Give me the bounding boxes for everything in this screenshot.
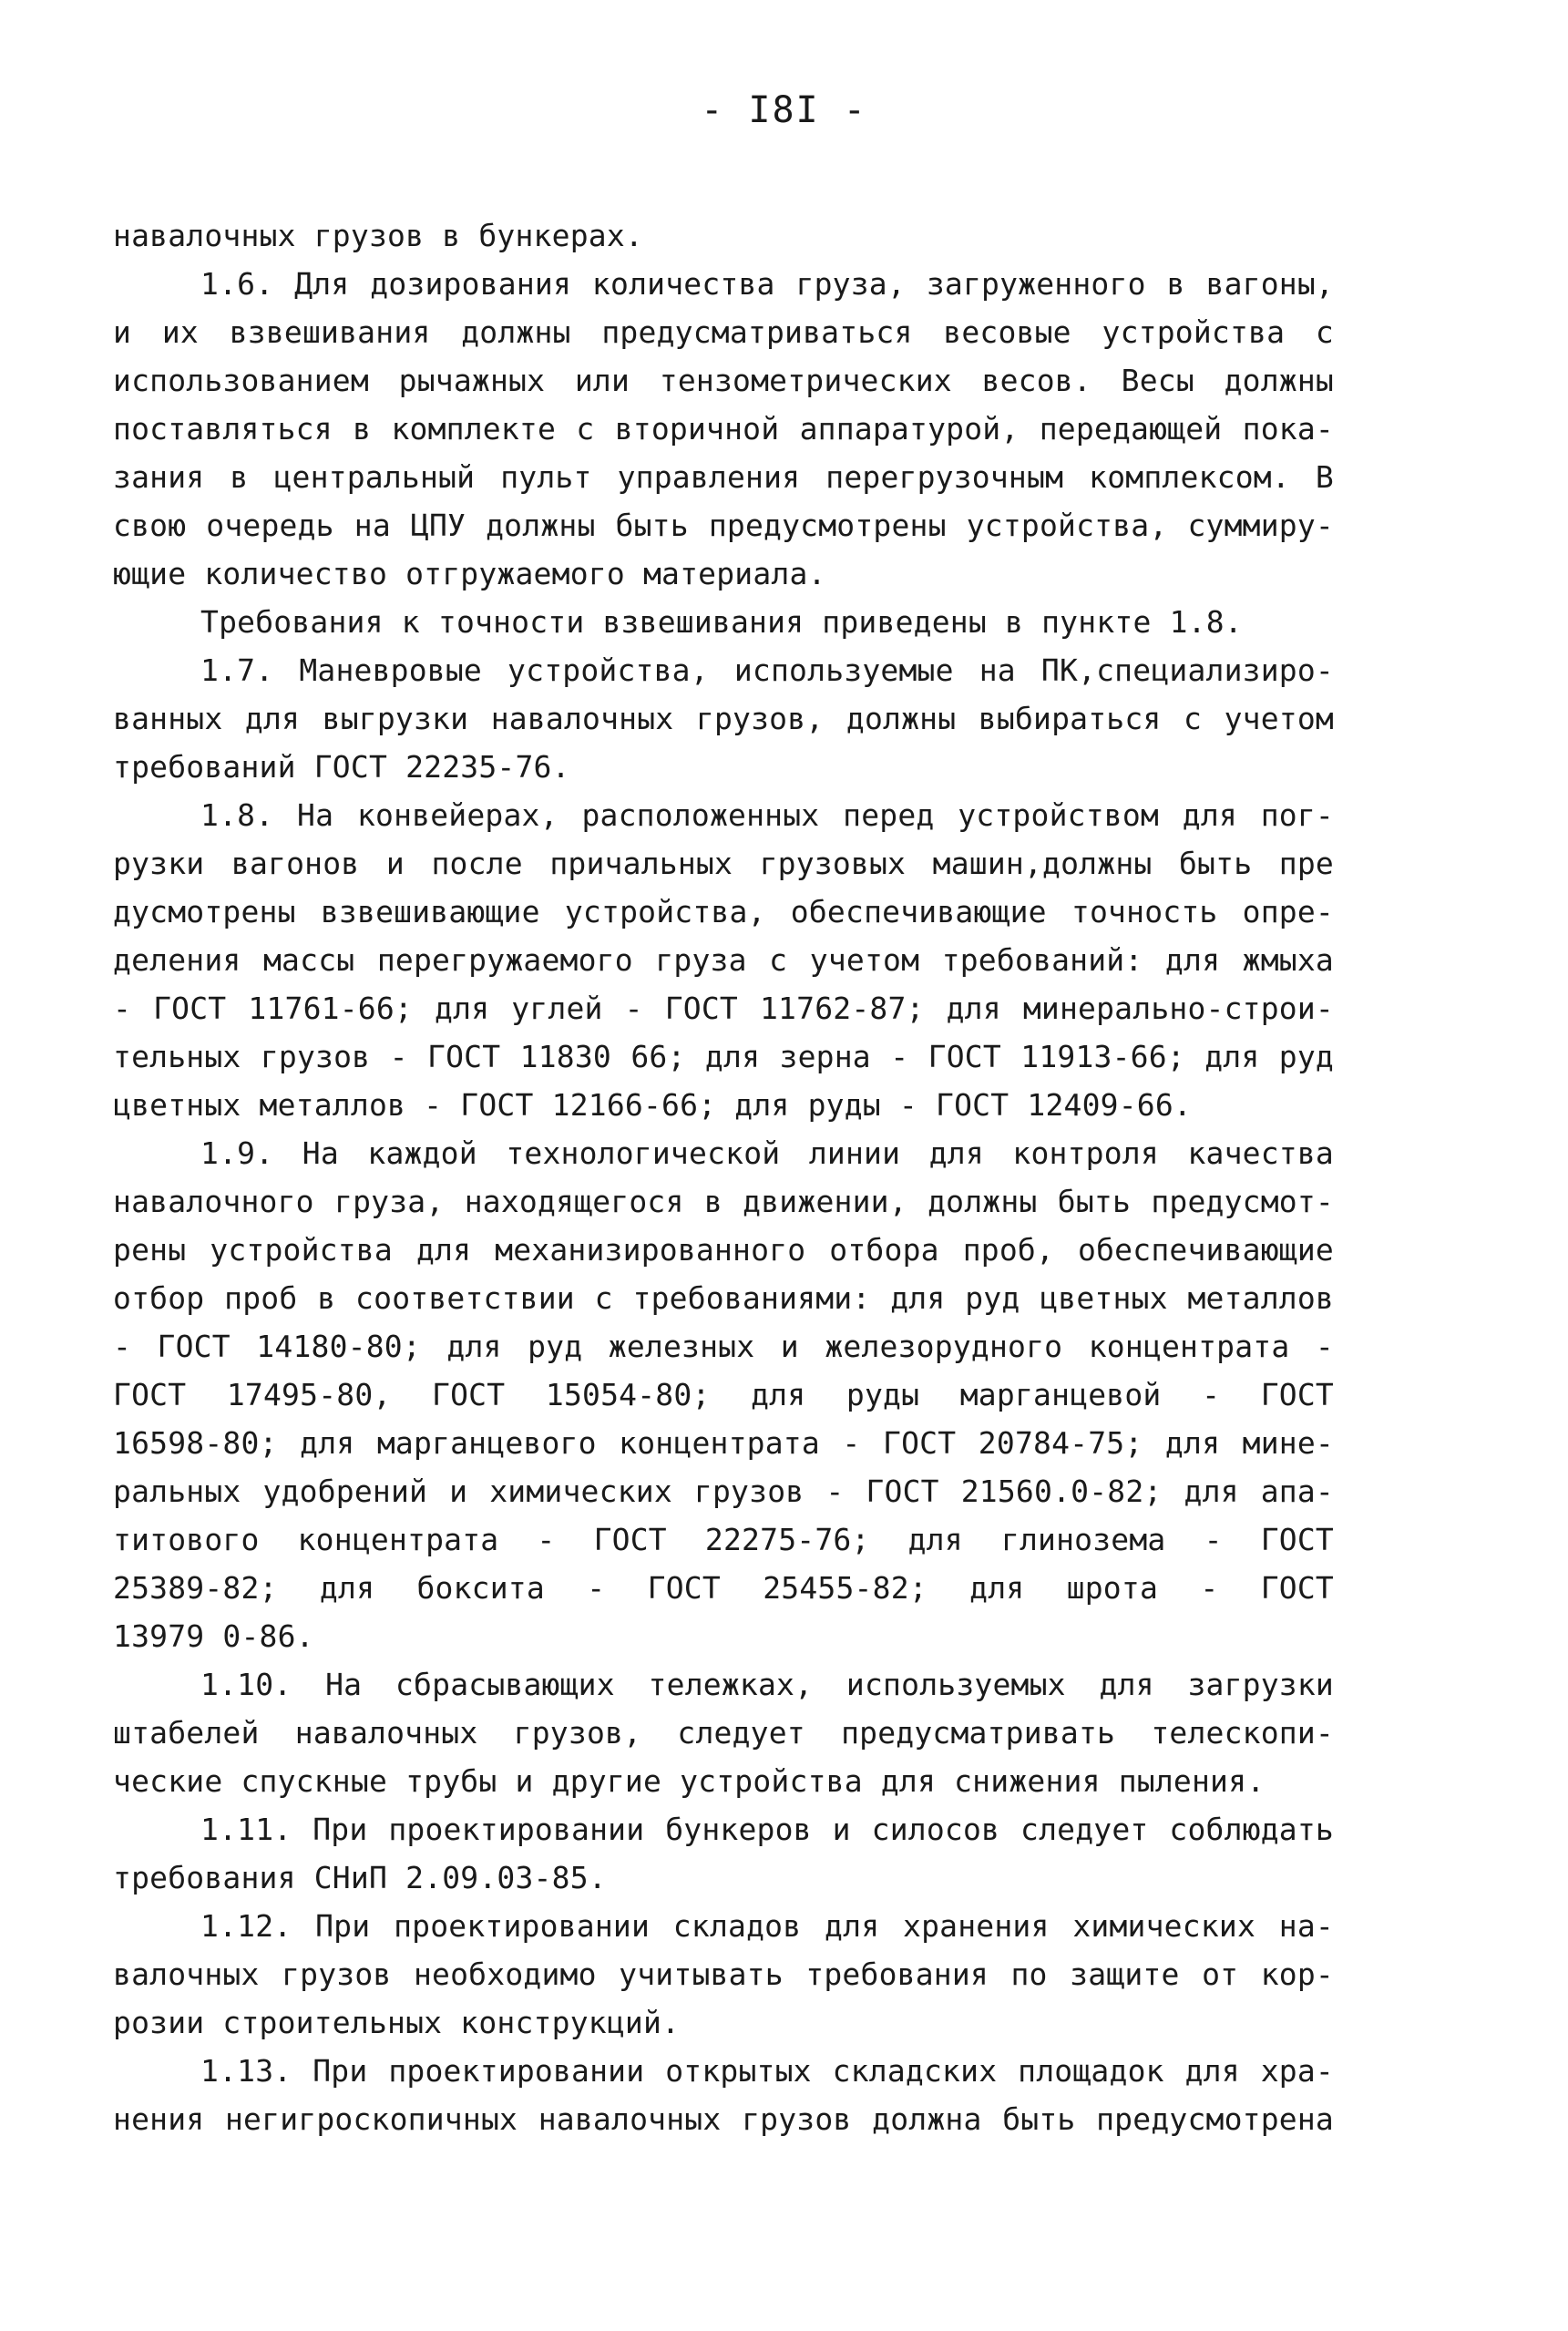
text-line: 25389-82; для боксита - ГОСТ 25455-82; для шрота - ГОСТ: [113, 1570, 1334, 1606]
text-line: 1.8. На конвейерах, расположенных перед устройством для пог-: [200, 797, 1334, 833]
text-line: штабелей навалочных грузов, следует предусматривать телескопи-: [113, 1715, 1334, 1751]
text-line: деления массы перегружаемого груза с учетом требований: для жмыха: [113, 942, 1334, 978]
body-text: [113, 211, 1334, 2143]
text-line: навалочного груза, находящегося в движении, должны быть предусмот-: [113, 1184, 1334, 1219]
text-line: 1.6. Для дозирования количества груза, загруженного в вагоны,: [200, 266, 1334, 302]
text-line: 1.12. При проектировании складов для хранения химических на-: [200, 1908, 1334, 1944]
text-line: - ГОСТ 11761-66; для углей - ГОСТ 11762-87; для минерально-строи-: [113, 991, 1334, 1026]
text-line: тельных грузов - ГОСТ 11830 66; для зерна - ГОСТ 11913-66; для руд: [113, 1039, 1334, 1074]
text-line: 13979 0-86.: [113, 1618, 314, 1654]
text-line: нения негигроскопичных навалочных грузов должна быть предусмотрена: [113, 2101, 1334, 2137]
text-line: свою очередь на ЦПУ должны быть предусмотрены устройства, суммиру-: [113, 508, 1334, 543]
text-line: валочных грузов необходимо учитывать требования по защите от кор-: [113, 1956, 1334, 1992]
text-line: навалочных грузов в бункерах.: [113, 218, 643, 253]
text-line: - ГОСТ 14180-80; для руд железных и железорудного концентрата -: [113, 1329, 1334, 1364]
text-line: рузки вагонов и после причальных грузовых машин,должны быть пре: [113, 846, 1334, 881]
text-line: ющие количество отгружаемого материала.: [113, 556, 826, 591]
text-line: ческие спускные трубы и другие устройства для снижения пыления.: [113, 1763, 1266, 1799]
text-line: 1.13. При проектировании открытых складских площадок для хра-: [200, 2053, 1334, 2089]
text-line: требований ГОСТ 22235-76.: [113, 749, 570, 785]
text-line: зания в центральный пульт управления перегрузочным комплексом. В: [113, 459, 1334, 495]
text-line: 1.11. При проектировании бункеров и силосов следует соблюдать: [200, 1812, 1334, 1847]
text-line: розии строительных конструкций.: [113, 2005, 681, 2040]
text-line: и их взвешивания должны предусматриваться весовые устройства с: [113, 314, 1334, 350]
text-line: титового концентрата - ГОСТ 22275-76; для глинозема - ГОСТ: [113, 1522, 1334, 1557]
text-line: Требования к точности взвешивания приведены в пункте 1.8.: [200, 604, 1243, 640]
text-line: дусмотрены взвешивающие устройства, обеспечивающие точность опре-: [113, 894, 1334, 929]
page-number: - I8I -: [701, 89, 867, 131]
text-line: 1.7. Маневровые устройства, используемые на ПК,специализиро-: [200, 652, 1334, 688]
text-line: цветных металлов - ГОСТ 12166-66; для руды - ГОСТ 12409-66.: [113, 1087, 1192, 1123]
text-line: 16598-80; для марганцевого концентрата - ГОСТ 20784-75; для мине-: [113, 1425, 1334, 1461]
text-line: ГОСТ 17495-80, ГОСТ 15054-80; для руды марганцевой - ГОСТ: [113, 1377, 1334, 1412]
text-line: поставляться в комплекте с вторичной аппаратурой, передающей пока-: [113, 411, 1334, 447]
text-line: ванных для выгрузки навалочных грузов, должны выбираться с учетом: [113, 701, 1334, 736]
text-line: ральных удобрений и химических грузов - ГОСТ 21560.0-82; для апа-: [113, 1474, 1334, 1509]
text-line: отбор проб в соответствии с требованиями: для руд цветных металлов: [113, 1280, 1334, 1316]
text-line: 1.10. На сбрасывающих тележках, используемых для загрузки: [200, 1667, 1334, 1702]
text-line: 1.9. На каждой технологической линии для контроля качества: [200, 1135, 1334, 1171]
text-line: рены устройства для механизированного отбора проб, обеспечивающие: [113, 1232, 1334, 1268]
text-line: требования СНиП 2.09.03-85.: [113, 1860, 607, 1895]
text-line: использованием рычажных или тензометрических весов. Весы должны: [113, 363, 1334, 398]
